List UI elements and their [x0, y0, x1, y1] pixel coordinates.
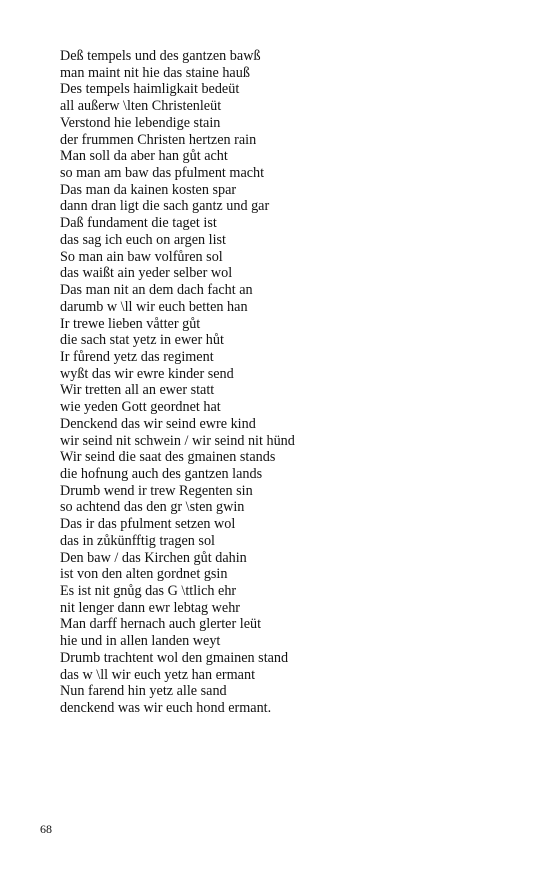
- poem-line: Wir seind die saat des gmainen stands: [60, 449, 276, 466]
- poem-line: Wir tretten all an ewer statt: [60, 382, 215, 399]
- poem-line: Nun farend hin yetz alle sand: [60, 683, 227, 700]
- poem-line: Verstond hie lebendige stain: [60, 114, 221, 131]
- page-number: 68: [40, 822, 52, 836]
- poem-line: Es ist nit gnůg das G \ttlich ehr: [60, 583, 237, 599]
- poem-text: [60, 48, 500, 717]
- poem-line: Drumb wend ir trew Regenten sin: [60, 482, 253, 499]
- poem-line: die hofnung auch des gantzen lands: [60, 465, 263, 482]
- poem-line: das w \ll wir euch yetz han ermant: [60, 666, 256, 683]
- poem-line: Drumb trachtent wol den gmainen stand: [60, 649, 289, 666]
- poem-line: wie yeden Gott geordnet hat: [60, 399, 221, 416]
- poem-line: der frummen Christen hertzen rain: [60, 131, 257, 148]
- poem-line: So man ain baw volfůren sol: [60, 248, 223, 265]
- poem-line: all außerw \lten Christenleüt: [60, 98, 222, 115]
- poem-line: so man am baw das pfulment macht: [60, 165, 265, 182]
- poem-line: das sag ich euch on argen list: [60, 231, 227, 248]
- poem-line: ist von den alten gordnet gsin: [60, 566, 228, 583]
- poem-line: Den baw / das Kirchen gůt dahin: [60, 549, 247, 566]
- poem-line: man maint nit hie das staine hauß: [60, 64, 250, 81]
- poem-line: Des tempels haimligkait bedeüt: [60, 81, 240, 98]
- poem-line: die sach stat yetz in ewer hůt: [60, 332, 224, 349]
- poem-line: Man darff hernach auch glerter leüt: [60, 616, 262, 633]
- poem-line: Das ir das pfulment setzen wol: [60, 516, 236, 533]
- poem-line: wyßt das wir ewre kinder send: [60, 365, 234, 382]
- poem-line: dann dran ligt die sach gantz und gar: [60, 198, 270, 215]
- poem-line: Ir fůrend yetz das regiment: [60, 348, 214, 365]
- poem-line: Daß fundament die taget ist: [60, 215, 217, 232]
- poem-line: wir seind nit schwein / wir seind nit hünd: [60, 432, 295, 449]
- poem-line: so achtend das den gr \sten gwin: [60, 499, 245, 516]
- poem-line: denckend was wir euch hond ermant.: [60, 700, 272, 717]
- poem-line: das in zůkünfftig tragen sol: [60, 532, 215, 549]
- poem-line: Denckend das wir seind ewre kind: [60, 415, 256, 432]
- poem-line: Ir trewe lieben våtter gůt: [60, 315, 201, 332]
- poem-line: Man soll da aber han gůt acht: [60, 148, 228, 165]
- poem-line: nit lenger dann ewr lebtag wehr: [60, 599, 241, 616]
- poem-line: darumb w \ll wir euch betten han: [60, 298, 248, 315]
- poem-line: Das man nit an dem dach facht an: [60, 282, 253, 299]
- poem-line: das waißt ain yeder selber wol: [60, 265, 233, 282]
- poem-line: hie und in allen landen weyt: [60, 633, 221, 650]
- poem-line: Das man da kainen kosten spar: [60, 181, 237, 198]
- poem-line: Deß tempels und des gantzen bawß: [60, 48, 261, 64]
